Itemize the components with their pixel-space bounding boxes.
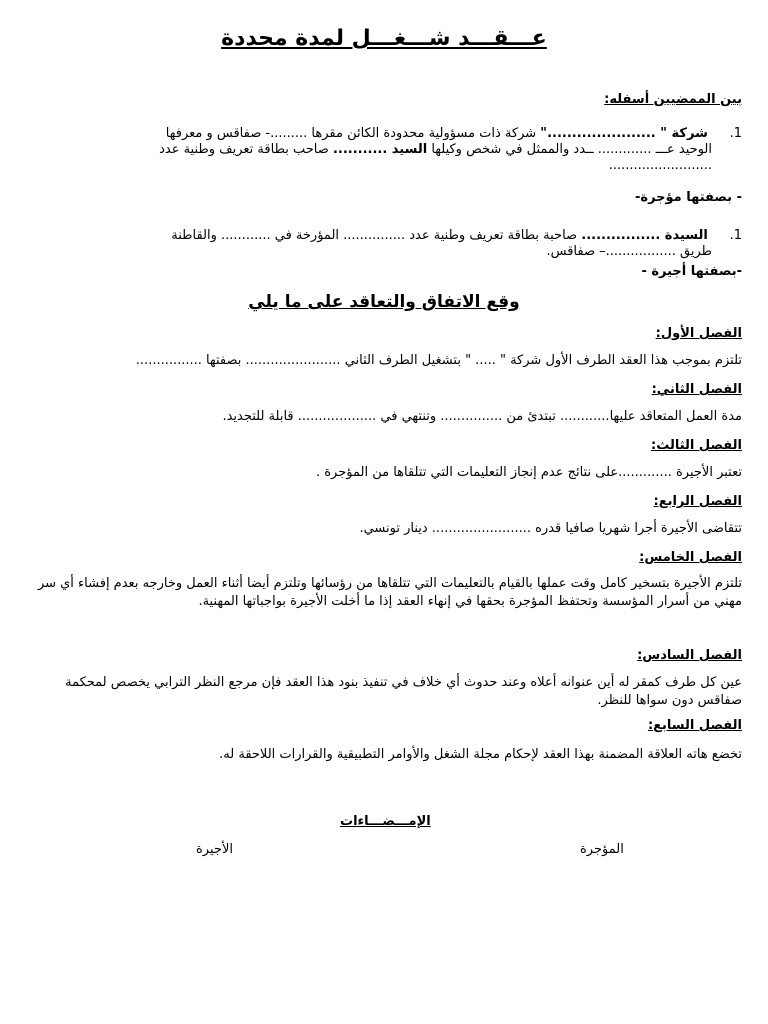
section-4-text: تتقاضى الأجيرة أجرا شهريا صافيا قدره ........................ دينار تونسي. — [359, 521, 742, 536]
agreement-title: وقع الاتفاق والتعاقد على ما يلي — [248, 292, 520, 312]
signature-employee: الأجيرة — [196, 842, 233, 857]
party1-label: شركة " ......................" — [540, 126, 708, 141]
party2-label: السيدة ................ — [581, 228, 708, 243]
section-2-text: مدة العمل المتعاقد عليها............ تبتدئ من ............... وتنتهي في ................... قابلة للتجديد. — [222, 409, 742, 424]
party1-text2: الوحيد عـــ ............. ــدد والممثل في شخص وكيلها — [431, 142, 712, 157]
party2-number: 1. — [729, 228, 742, 243]
party1-text1: شركة ذات مسؤولية محدودة الكائن مقرها .........- صفاقس و معرفها — [165, 126, 537, 141]
party2-line2: طريق .................– صفاقس. — [546, 244, 712, 259]
section-2-heading: الفصل الثاني: — [651, 382, 742, 397]
between-heading: بين الممضيين أسفله: — [604, 92, 742, 107]
section-3-text: تعتبر الأجيرة .............على نتائج عدم إنجاز التعليمات التي تتلقاها من المؤجرة . — [315, 465, 742, 480]
party1-line3: ......................... — [608, 158, 712, 173]
section-7-text: تخضع هاته العلاقة المضمنة بهذا العقد لإحكام مجلة الشغل والأوامر التطبيقية والقرارات اللاحقة له. — [219, 747, 742, 762]
party1-line1 — [42, 126, 742, 142]
signatures-title: الإمـــضـــاءات — [340, 814, 431, 829]
party1-representative-label: السيد ........... — [332, 142, 428, 157]
party2-line1 — [42, 228, 742, 244]
section-1-text: تلتزم بموجب هذا العقد الطرف الأول شركة " ..... " بتشغيل الطرف الثاني ....................... بصفتها ................ — [135, 353, 742, 368]
section-7-heading: الفصل السابع: — [647, 718, 742, 733]
section-3-heading: الفصل الثالث: — [651, 438, 742, 453]
party2-role: -بصفتها أجيرة - — [641, 264, 742, 279]
party2-text1: صاحبة بطاقة تعريف وطنية عدد ............... المؤرخة في ............ والقاطنة — [171, 228, 578, 243]
section-5-text: تلتزم الأجيرة بتسخير كامل وقت عملها بالقيام بالتعليمات التي تتلقاها من رؤسائها وتلتزم أيضا أثناء العمل وخارجه بعدم إفشاء أي سر مهني من أسرار المؤسسة وتحتفظ المؤجرة بحقها في إنهاء العقد إذا ما أخلت الأجيرة بواجباتها المهنية. — [37, 576, 742, 609]
party2-block — [42, 228, 742, 260]
section-4-heading: الفصل الرابع: — [653, 494, 742, 509]
section-5-heading: الفصل الخامس: — [639, 550, 742, 565]
signature-employer: المؤجرة — [580, 842, 624, 857]
party1-text2-suffix: صاحب بطاقة تعريف وطنية عدد — [159, 142, 329, 157]
party1-block — [42, 126, 742, 174]
party1-number: 1. — [729, 126, 742, 141]
document-title: عـــقـــد شـــغـــل لمدة محددة — [221, 26, 547, 51]
party1-role: - بصفتها مؤجرة- — [635, 190, 742, 205]
section-6-heading: الفصل السادس: — [637, 648, 742, 663]
section-6-text: عين كل طرف كمقر له أين عنوانه أعلاه وعند حدوث أي خلاف في تنفيذ بنود هذا العقد فإن مرجع النظر الترابي يخصص لمحكمة صفاقس دون سواها للنظر. — [65, 675, 742, 708]
section-1-heading: الفصل الأول: — [655, 326, 742, 341]
party1-line2 — [42, 142, 742, 158]
